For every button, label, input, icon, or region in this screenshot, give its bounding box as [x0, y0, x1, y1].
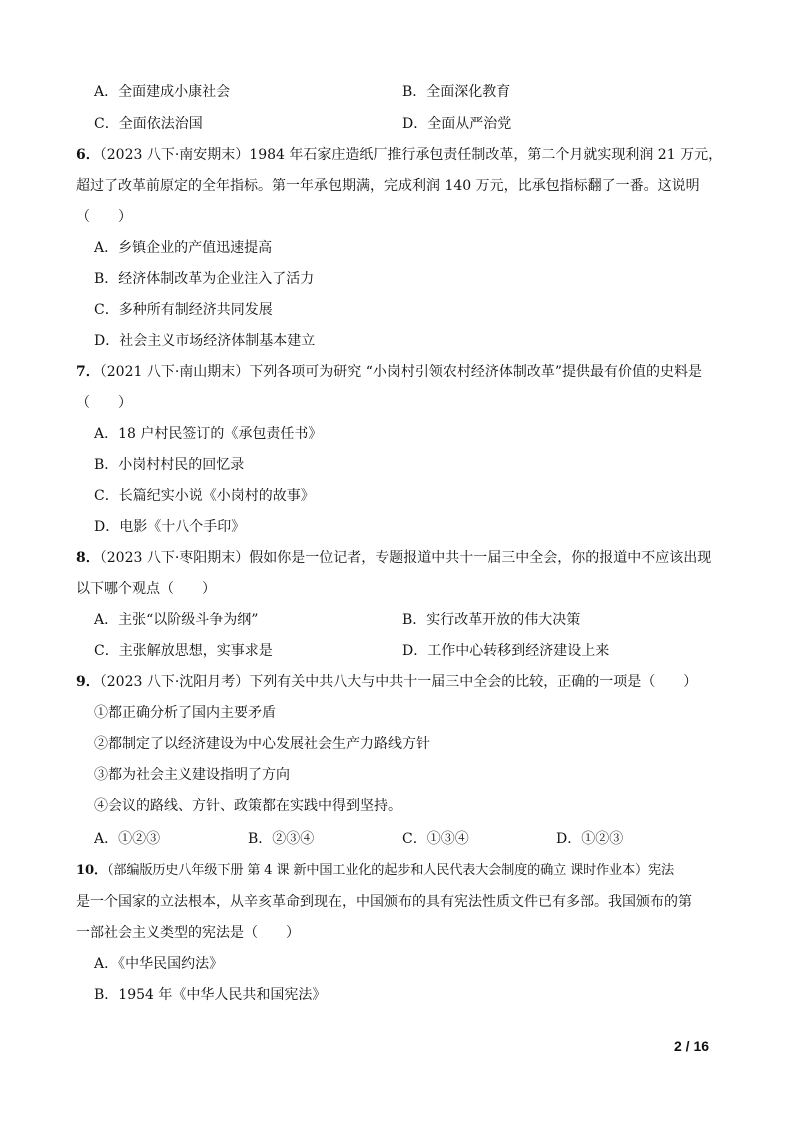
q7-option-d: D．电影《十八个手印》 — [94, 519, 246, 535]
q6-option-d: D．社会主义市场经济体制基本建立 — [94, 333, 316, 349]
q7-option-a: A．18 户村民签订的《承包责任书》 — [94, 426, 323, 442]
q5-option-b: B．全面深化教育 — [402, 84, 511, 100]
q9-option-b: B．②③④ — [248, 831, 315, 847]
q7-number: 7． — [76, 364, 100, 380]
q10-stem-line-1: 10．（部编版历史八年级下册 第 4 课 新中国工业化的起步和人民代表大会制度的确立 课时作业本）宪法 — [76, 863, 674, 878]
q7-option-c: C．长篇纪实小说《小岗村的故事》 — [94, 488, 315, 504]
q6-number: 6． — [76, 147, 100, 163]
q7-option-b: B．小岗村村民的回忆录 — [94, 457, 245, 473]
q9-stem: 9．（2023 八下·沈阳月考）下列有关中共八大与中共十一届三中全会的比较，正确的一项是（ ） — [76, 674, 698, 690]
q5-option-a: A．全面建成小康社会 — [94, 84, 231, 100]
q6-option-a: A．乡镇企业的产值迅速提高 — [94, 240, 273, 256]
q9-option-c: C．①③④ — [402, 831, 469, 847]
q9-statement-2: ②都制定了以经济建设为中心发展社会生产力路线方针 — [94, 736, 430, 752]
q8-option-c: C．主张解放思想，实事求是 — [94, 643, 273, 659]
q7-source: （2021 八下·南山期末） — [99, 364, 250, 380]
q9-statement-3: ③都为社会主义建设指明了方向 — [94, 767, 290, 783]
q9-statement-4: ④会议的路线、方针、政策都在实践中得到坚持。 — [94, 798, 402, 814]
q8-stem-line-2: 以下哪个观点（ ） — [76, 581, 216, 597]
q9-statement-1: ①都正确分析了国内主要矛盾 — [94, 705, 276, 721]
q6-option-b: B．经济体制改革为企业注入了活力 — [94, 271, 315, 287]
q9-option-a: A．①②③ — [94, 831, 161, 847]
page-number: 2 / 16 — [674, 1038, 710, 1054]
q5-option-d: D．全面从严治党 — [402, 116, 512, 132]
q10-option-b: B．1954 年《中华人民共和国宪法》 — [94, 987, 327, 1003]
q8-option-d: D．工作中心转移到经济建设上来 — [402, 643, 610, 659]
q10-number: 10． — [76, 863, 107, 878]
q8-source: （2023 八下·枣阳期末） — [99, 550, 250, 566]
q6-source: （2023 八下·南安期末） — [99, 147, 250, 163]
q7-stem-line-1: 7．（2021 八下·南山期末）下列各项可为研究 “小岗村引领农村经济体制改革”提供最有价值的史料是 — [76, 364, 703, 380]
q8-option-a: A．主张“以阶级斗争为纲” — [94, 612, 259, 628]
q9-number: 9． — [76, 674, 100, 690]
q6-stem-line-1: 6．（2023 八下·南安期末）1984 年石家庄造纸厂推行承包责任制改革，第二个月就实现利润 21 万元， — [76, 147, 723, 163]
q6-stem-line-3: （ ） — [76, 209, 132, 225]
q6-option-c: C．多种所有制经济共同发展 — [94, 302, 273, 318]
q5-option-c: C．全面依法治国 — [94, 116, 203, 132]
q9-source: （2023 八下·沈阳月考） — [99, 674, 250, 690]
q10-option-a: A．《中华民国约法》 — [94, 956, 224, 972]
q10-stem-line-3: 一部社会主义类型的宪法是（ ） — [76, 925, 300, 941]
q6-stem-line-2: 超过了改革前原定的全年指标。第一年承包期满，完成利润 140 万元，比承包指标翻了一番。这说明 — [76, 178, 700, 194]
q8-stem-line-1: 8．（2023 八下·枣阳期末）假如你是一位记者，专题报道中共十一届三中全会，你的报道中不应该出现 — [76, 550, 712, 566]
q9-option-d: D．①②③ — [556, 831, 624, 847]
q7-stem-line-2: （ ） — [76, 395, 132, 411]
q10-stem-line-2: 是一个国家的立法根本，从辛亥革命到现在，中国颁布的具有宪法性质文件已有多部。我国颁布的第 — [76, 894, 692, 910]
q8-number: 8． — [76, 550, 100, 566]
q8-option-b: B．实行改革开放的伟大决策 — [402, 612, 581, 628]
q10-source: （部编版历史八年级下册 第 4 课 新中国工业化的起步和人民代表大会制度的确立 课时作业本） — [106, 863, 648, 878]
